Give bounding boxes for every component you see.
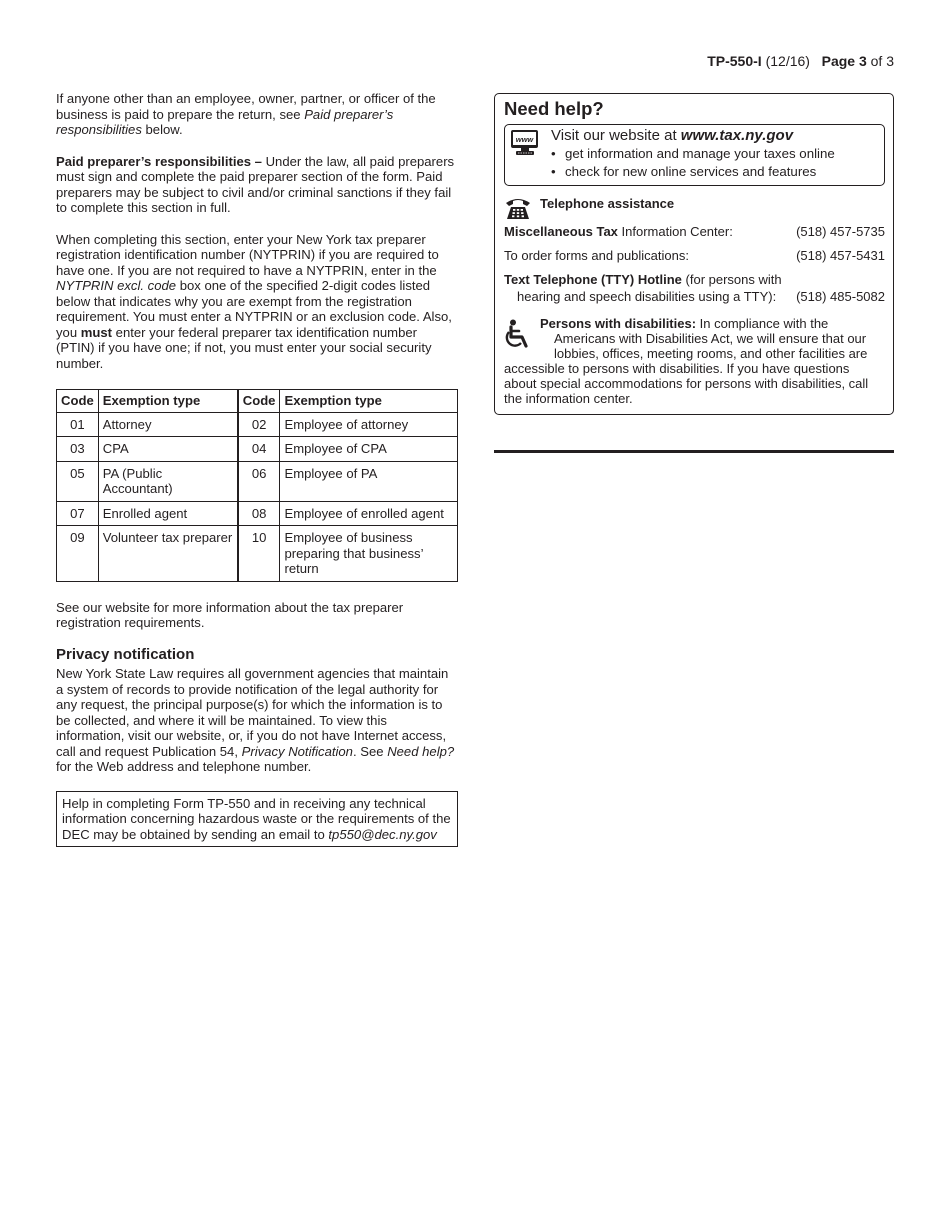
website-line: Visit our website at www.tax.ny.gov <box>551 127 794 144</box>
privacy-paragraph: New York State Law requires all government agencies that maintain a system of records to provide notification of the legal authority for any request, the principal purpose(s) for which the information is to be collected, and where it will be maintained. To view this information, visit our website, or, if you do not have Internet access, call and request Publication 54, Privacy Notification. See Need help? for the Web address and telephone number. <box>56 666 455 774</box>
code-cell: 06 <box>238 461 280 501</box>
table-row <box>57 412 458 437</box>
exemption-cell: CPA <box>98 437 238 462</box>
telephone-heading: Telephone assistance <box>504 195 885 223</box>
code-cell: 04 <box>238 437 280 462</box>
misc-tax-row: Miscellaneous Tax Information Center: (518) 457-5735 <box>504 224 885 239</box>
disabilities-notice: Persons with disabilities: In compliance with the Americans with Disabilities Act, we will ensure that our lobbies, offices, meeting rooms, and other facilities are accessible to persons with disabilities. If you have questions about special accommodations for persons with disabilities, call the information center. <box>504 316 869 406</box>
telephone-icon <box>504 196 532 224</box>
code-cell: 09 <box>57 526 99 582</box>
privacy-heading: Privacy notification <box>56 645 195 663</box>
paid-preparer-title: Paid preparer’s responsibilities – <box>56 153 262 169</box>
exemption-cell: Attorney <box>98 412 238 437</box>
table-row <box>57 461 458 501</box>
page-label: Page 3 <box>821 53 867 69</box>
forms-row: To order forms and publications: (518) 457-5431 <box>504 248 885 263</box>
exemption-cell: Employee of business preparing that business’ return <box>280 526 458 582</box>
table-row <box>57 501 458 526</box>
page-total: of 3 <box>870 53 894 69</box>
svg-text:www: www <box>515 135 534 144</box>
tty-phone: (518) 485-5082 <box>796 289 885 304</box>
forms-phone: (518) 457-5431 <box>796 248 885 263</box>
exemption-cell: Employee of PA <box>280 461 458 501</box>
column-header: Exemption type <box>98 390 238 413</box>
website-box <box>504 124 885 186</box>
code-cell: 08 <box>238 501 280 526</box>
exemption-cell: Volunteer tax preparer <box>98 526 238 582</box>
need-help-title: Need help? <box>504 98 604 119</box>
exemption-code-table <box>56 389 458 582</box>
left-column <box>56 91 458 847</box>
intro-paragraph: If anyone other than an employee, owner, partner, or officer of the business is paid to prepare the return, see Paid preparer’s responsibilities below. <box>56 91 436 137</box>
table-row <box>57 526 458 582</box>
tty-row: Text Telephone (TTY) Hotline (for persons with hearing and speech disabilities using a TTY): (518) 485-5082 <box>504 272 885 304</box>
code-cell: 05 <box>57 461 99 501</box>
need-help-box <box>494 93 894 415</box>
code-cell: 01 <box>57 412 99 437</box>
list-item: • check for new online services and features <box>551 163 876 181</box>
exemption-cell: Employee of CPA <box>280 437 458 462</box>
column-header: Code <box>57 390 99 413</box>
website-url-link[interactable]: www.tax.ny.gov <box>680 127 794 144</box>
exemption-cell: Enrolled agent <box>98 501 238 526</box>
computer-monitor-icon <box>510 129 540 160</box>
list-item: • get information and manage your taxes online <box>551 145 876 163</box>
exemption-cell: Employee of attorney <box>280 412 458 437</box>
misc-tax-phone: (518) 457-5735 <box>796 224 885 239</box>
form-revision: (12/16) <box>765 53 810 69</box>
table-row <box>57 437 458 462</box>
paid-preparer-reference: Paid preparer’s responsibilities <box>56 106 394 137</box>
exemption-cell: Employee of enrolled agent <box>280 501 458 526</box>
code-cell: 02 <box>238 412 280 437</box>
column-header: Code <box>238 390 280 413</box>
paid-preparer-paragraph: Paid preparer’s responsibilities – Under the law, all paid preparers must sign and complete the paid preparer section of the form. Paid preparers may be subject to civil and/or criminal sanctions if they fail to complete this section in full. <box>56 153 455 215</box>
right-column <box>494 93 894 453</box>
code-cell: 03 <box>57 437 99 462</box>
website-bullets <box>551 145 876 181</box>
wheelchair-icon <box>504 319 532 352</box>
code-cell: 07 <box>57 501 99 526</box>
code-cell: 10 <box>238 526 280 582</box>
page-header <box>707 53 894 69</box>
dec-email-link[interactable]: tp550@dec.ny.gov <box>328 826 437 842</box>
divider-rule <box>494 450 894 453</box>
disabilities-title: Persons with disabilities: <box>540 316 697 331</box>
form-number: TP-550-I <box>707 53 762 69</box>
exemption-cell: PA (Public Accountant) <box>98 461 238 501</box>
table-header-row <box>57 390 458 413</box>
column-header: Exemption type <box>280 390 458 413</box>
see-website-paragraph: See our website for more information about the tax preparer registration requirements. <box>56 599 404 630</box>
dec-help-box: Help in completing Form TP-550 and in receiving any technical information concerning hazardous waste or the requirements of the DEC may be obtained by sending an email to tp550@dec.ny.gov <box>56 791 458 848</box>
completing-paragraph: When completing this section, enter your New York tax preparer registration identification number (NYTPRIN) if you are required to have one. If you are not required to have a NYTPRIN, enter in the NYTPRIN excl. code box one of the specified 2-digit codes listed below that indicates why you are exempt from the registration requirement. You must enter a NYTPRIN or an exclusion code. Also, you must enter your federal preparer tax identification number (PTIN) if you have one; if not, you must enter your social security number. <box>56 231 452 371</box>
